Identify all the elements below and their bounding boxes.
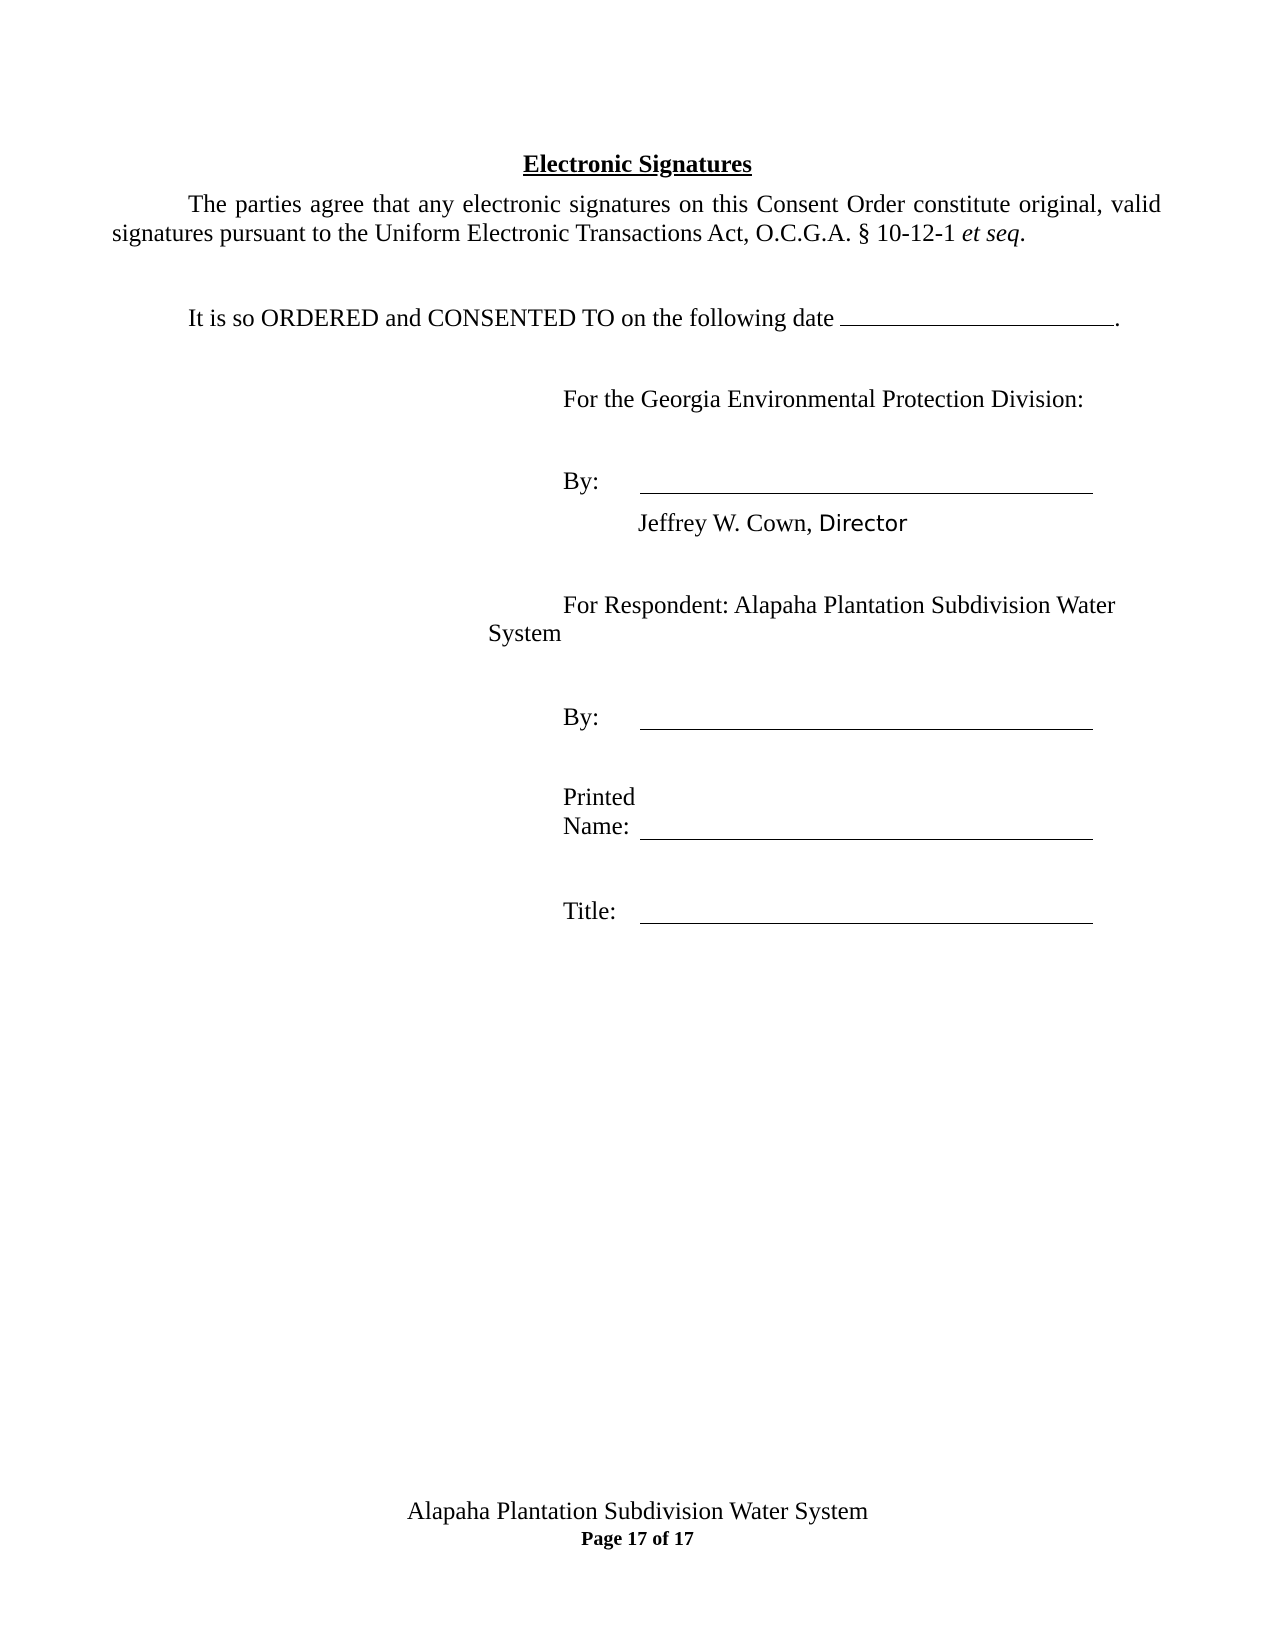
printed-name-line[interactable] — [640, 839, 1093, 840]
paragraph-line-1: The parties agree that any electronic signatures on this Consent Order constitute original, valid — [188, 191, 1161, 218]
respondent-for-label-cont: System — [488, 620, 562, 647]
paragraph-line-2 — [112, 219, 1161, 248]
ordered-period: . — [1114, 305, 1121, 332]
respondent-by-label: By: — [563, 704, 600, 731]
signature-agreement-paragraph — [112, 190, 1161, 248]
paragraph-line-2-text: signatures pursuant to the Uniform Electronic Transactions Act, O.C.G.A. § 10-12-1 — [112, 220, 962, 247]
paragraph-italic-et-seq: et seq — [961, 220, 1020, 247]
printed-label: Printed — [563, 784, 636, 811]
title-label: Title: — [563, 898, 617, 925]
paragraph-line-2-end: . — [1019, 220, 1026, 247]
epd-signature-line[interactable] — [640, 493, 1093, 494]
name-label: Name: — [563, 813, 630, 840]
epd-by-label: By: — [563, 468, 600, 495]
ordered-consented-line — [188, 303, 1121, 334]
date-blank[interactable] — [840, 303, 1114, 326]
footer-title: Alapaha Plantation Subdivision Water System — [406, 1498, 869, 1525]
page-number: Page 17 of 17 — [581, 1528, 694, 1550]
epd-signer-name — [638, 509, 907, 540]
respondent-for-label: For Respondent: Alapaha Plantation Subdivision Water — [563, 592, 1116, 619]
ordered-text: It is so ORDERED and CONSENTED TO on the following date — [188, 305, 835, 332]
title-line[interactable] — [640, 923, 1093, 924]
respondent-signature-line[interactable] — [640, 729, 1093, 730]
epd-signer-name-text: Jeffrey W. Cown, — [638, 510, 813, 537]
epd-for-label: For the Georgia Environmental Protection Division: — [563, 386, 1084, 413]
section-heading: Electronic Signatures — [523, 151, 752, 178]
epd-signer-title: Director — [818, 512, 908, 537]
